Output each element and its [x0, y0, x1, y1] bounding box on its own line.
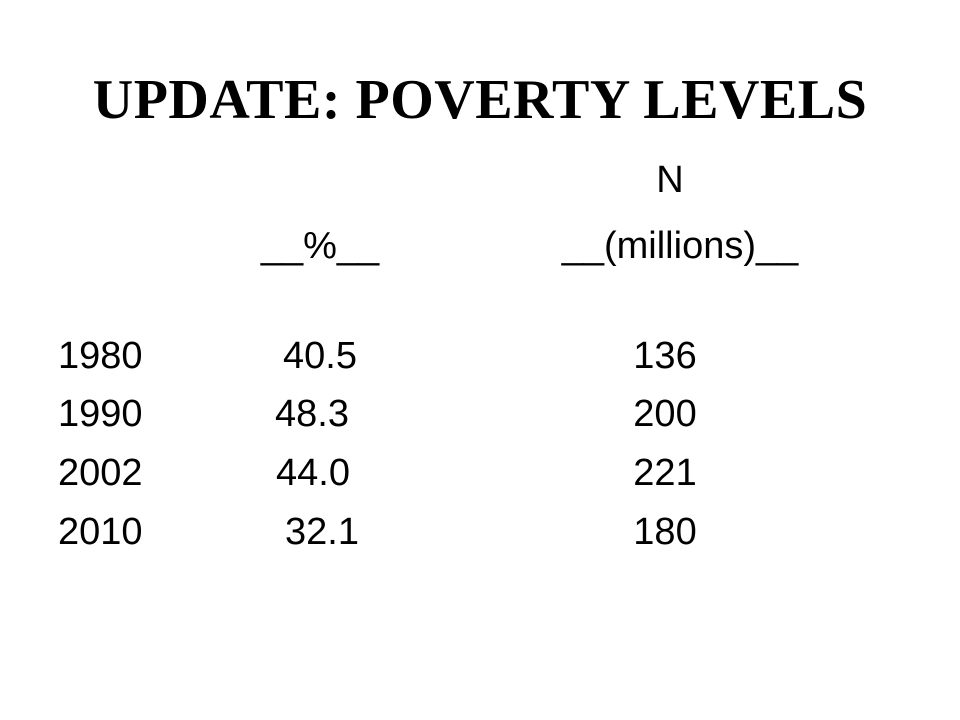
row-n-millions: 200: [633, 393, 697, 435]
row-year: 1980: [58, 335, 143, 377]
column-header-n: N: [656, 159, 684, 201]
column-header-percent: __%__: [260, 225, 380, 267]
row-n-millions: 136: [633, 335, 697, 377]
slide-title: UPDATE: POVERTY LEVELS: [92, 69, 868, 131]
row-year: 1990: [58, 393, 143, 435]
row-n-millions: 180: [633, 511, 697, 553]
row-n-millions: 221: [633, 452, 697, 494]
row-year: 2002: [58, 452, 143, 494]
row-percent: 48.3: [275, 393, 349, 435]
row-percent: 40.5: [283, 335, 357, 377]
column-header-millions: __(millions)__: [561, 225, 799, 267]
row-percent: 44.0: [276, 452, 350, 494]
row-year: 2010: [58, 511, 143, 553]
row-percent: 32.1: [285, 511, 359, 553]
